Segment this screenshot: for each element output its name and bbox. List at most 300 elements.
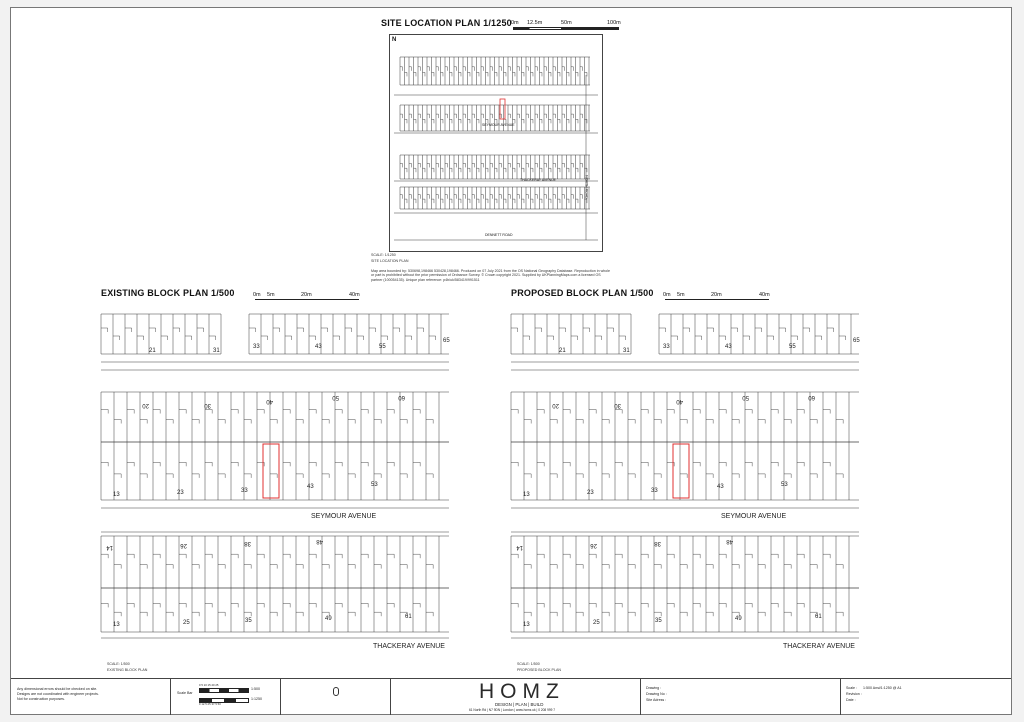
proposed-plan-scale-note: SCALE: 1/500 — [517, 662, 540, 666]
site-terrace-0-building-outline — [567, 72, 569, 76]
existing-south-back-building-outline — [348, 565, 355, 569]
proposed-south-front-building-outline — [589, 603, 596, 607]
site-terrace-0-building-outline — [436, 67, 438, 71]
existing-south-back-building-outline — [166, 565, 173, 569]
site-street-label-4: NORTH ROAD — [584, 175, 589, 199]
existing-upper-front-building-outline — [205, 462, 212, 466]
proposed-south-back-building-outline — [628, 565, 635, 569]
existing-plot-number: 20 — [142, 402, 149, 408]
site-terrace-1-building-outline — [441, 119, 443, 123]
existing-plot-number: 35 — [245, 618, 252, 624]
site-scale-tick-2: 50m — [561, 20, 572, 26]
site-terrace-2-building-outline — [513, 168, 515, 172]
existing-south-back-building-outline — [192, 565, 199, 569]
site-terrace-0-building-outline — [513, 72, 515, 76]
existing-plot-number: 48 — [316, 538, 323, 544]
proposed-plot-number: 48 — [726, 538, 733, 544]
existing-south-front-building-outline — [257, 603, 264, 607]
site-terrace-2-building-outline — [436, 163, 438, 167]
existing-plot-number: 14 — [106, 544, 113, 550]
proposed-top-right-building-outline — [707, 328, 714, 332]
proposed-plot-number: 25 — [593, 620, 600, 626]
site-terrace-1-building-outline — [540, 119, 542, 123]
site-terrace-2-building-outline — [549, 168, 551, 172]
site-terrace-2-building-outline — [405, 168, 407, 172]
proposed-upper-front-building-outline — [771, 462, 778, 466]
proposed-plot-number: 23 — [587, 490, 594, 496]
site-terrace-3-building-outline — [454, 195, 456, 199]
site-terrace-3-building-outline — [495, 199, 497, 203]
existing-top-right-building-outline — [345, 328, 352, 332]
existing-top-right-building-outline — [261, 336, 268, 340]
site-terrace-2-building-outline — [504, 168, 506, 172]
existing-top-left-building-outline — [125, 328, 132, 332]
proposed-upper-front-building-outline — [654, 474, 661, 478]
proposed-plot-number: 65 — [853, 338, 860, 344]
existing-block-drawing — [101, 300, 449, 660]
proposed-plot-number: 26 — [590, 542, 597, 548]
site-terrace-1-building-outline — [445, 114, 447, 118]
site-terrace-0-building-outline — [549, 72, 551, 76]
site-terrace-1-building-outline — [562, 114, 564, 118]
existing-street-label-seymour: SEYMOUR AVENUE — [311, 513, 377, 520]
site-terrace-0-building-outline — [423, 72, 425, 76]
proposed-plan-title: PROPOSED BLOCK PLAN 1/500 — [511, 288, 654, 298]
existing-south-back-building-outline — [296, 565, 303, 569]
site-terrace-1-building-outline — [522, 119, 524, 123]
existing-top-right-building-outline — [273, 328, 280, 332]
existing-plot-number: 33 — [241, 488, 248, 494]
proposed-top-left-building-outline — [535, 328, 542, 332]
site-terrace-0-building-outline — [517, 67, 519, 71]
proposed-top-right-building-outline — [779, 328, 786, 332]
site-terrace-3-building-outline — [553, 195, 555, 199]
proposed-south-front-building-outline — [602, 612, 609, 616]
site-terrace-1-building-outline — [481, 114, 483, 118]
existing-plot-number: 50 — [332, 394, 339, 400]
proposed-upper-front-building-outline — [836, 474, 843, 478]
proposed-plot-number: 50 — [742, 394, 749, 400]
existing-plot-number: 40 — [266, 398, 273, 404]
existing-upper-front-building-outline — [244, 474, 251, 478]
existing-plot-number: 53 — [371, 482, 378, 488]
proposed-south-back-building-outline — [615, 554, 622, 558]
site-terrace-1-building-outline — [427, 114, 429, 118]
proposed-top-left-building-outline — [571, 336, 578, 340]
scale-bar-label: Scale Bar — [177, 691, 193, 695]
site-terrace-1-building-outline — [508, 114, 510, 118]
proposed-plot-number: 49 — [735, 616, 742, 622]
site-terrace-2-building-outline — [576, 168, 578, 172]
proposed-plot-number: 31 — [623, 348, 630, 354]
proposed-upper-back-building-outline — [693, 410, 700, 414]
site-terrace-1-building-outline — [517, 114, 519, 118]
proposed-south-front-building-outline — [576, 612, 583, 616]
proposed-upper-front-building-outline — [524, 474, 531, 478]
proposed-upper-back-building-outline — [784, 420, 791, 424]
site-terrace-2-building-outline — [472, 163, 474, 167]
north-arrow-icon: N — [392, 37, 397, 43]
site-street-label-3: DENNETT ROAD — [485, 233, 513, 237]
existing-upper-front-building-outline — [335, 462, 342, 466]
existing-upper-back-building-outline — [400, 420, 407, 424]
proposed-upper-front-building-outline — [628, 474, 635, 478]
proposed-upper-back-building-outline — [771, 410, 778, 414]
existing-south-front-building-outline — [296, 612, 303, 616]
proposed-upper-front-building-outline — [589, 462, 596, 466]
company-logo: HOMZ — [479, 680, 565, 703]
existing-upper-front-building-outline — [426, 474, 433, 478]
proposed-south-front-building-outline — [693, 603, 700, 607]
proposed-top-left-building-outline — [559, 328, 566, 332]
proposed-upper-front-building-outline — [615, 462, 622, 466]
site-terrace-0-building-outline — [499, 67, 501, 71]
existing-south-back-building-outline — [400, 565, 407, 569]
existing-top-left-building-outline — [197, 328, 204, 332]
proposed-south-back-building-outline — [706, 565, 713, 569]
proposed-upper-back-building-outline — [706, 420, 713, 424]
proposed-south-front-building-outline — [563, 603, 570, 607]
existing-plot-number: 65 — [443, 338, 450, 344]
site-terrace-1-building-outline — [400, 114, 402, 118]
site-terrace-3-building-outline — [549, 199, 551, 203]
existing-upper-back-building-outline — [127, 410, 134, 414]
existing-upper-back-building-outline — [387, 410, 394, 414]
site-terrace-1-building-outline — [571, 114, 573, 118]
proposed-south-front-building-outline — [537, 603, 544, 607]
site-terrace-0-building-outline — [450, 72, 452, 76]
site-terrace-0-building-outline — [531, 72, 533, 76]
proposed-plot-number: 40 — [676, 398, 683, 404]
site-terrace-2-building-outline — [486, 168, 488, 172]
site-terrace-3-building-outline — [567, 199, 569, 203]
site-terrace-1-building-outline — [585, 119, 587, 123]
site-terrace-0-building-outline — [468, 72, 470, 76]
proposed-street-label-thackeray: THACKERAY AVENUE — [783, 643, 855, 650]
proposed-top-left-building-outline — [595, 336, 602, 340]
existing-upper-front-building-outline — [179, 462, 186, 466]
existing-plot-number: 31 — [213, 348, 220, 354]
site-terrace-3-building-outline — [513, 199, 515, 203]
existing-south-back-building-outline — [231, 554, 238, 558]
site-terrace-2-building-outline — [490, 163, 492, 167]
scale-bar-graphic-a — [199, 688, 249, 693]
existing-upper-front-building-outline — [231, 462, 238, 466]
proposed-scale-tick-1: 5m — [677, 292, 685, 298]
field-drawing-no: Drawing No : — [646, 692, 667, 696]
site-scale-tick-3: 100m — [607, 20, 621, 26]
proposed-south-front-building-outline — [667, 603, 674, 607]
proposed-south-back-building-outline — [654, 565, 661, 569]
note-line-3: Not for construction purposes. — [17, 697, 65, 701]
proposed-top-right-building-outline — [767, 336, 774, 340]
proposed-south-back-building-outline — [680, 565, 687, 569]
proposed-south-back-building-outline — [524, 565, 531, 569]
existing-upper-back-building-outline — [270, 420, 277, 424]
site-terrace-1-building-outline — [472, 114, 474, 118]
proposed-upper-front-building-outline — [784, 474, 791, 478]
existing-upper-back-building-outline — [179, 410, 186, 414]
site-terrace-0-building-outline — [558, 72, 560, 76]
site-terrace-3-building-outline — [508, 195, 510, 199]
site-terrace-0-building-outline — [486, 72, 488, 76]
site-street-label-1: SEYMOUR AVENUE — [482, 123, 515, 127]
site-terrace-0-building-outline — [481, 67, 483, 71]
proposed-upper-front-building-outline — [745, 462, 752, 466]
existing-south-back-building-outline — [205, 554, 212, 558]
proposed-south-back-building-outline — [641, 554, 648, 558]
proposed-plot-number: 14 — [516, 544, 523, 550]
site-terrace-3-building-outline — [585, 199, 587, 203]
existing-upper-front-building-outline — [218, 474, 225, 478]
field-site-address: Site Adress : — [646, 698, 667, 702]
site-terrace-0-building-outline — [427, 67, 429, 71]
existing-south-back-building-outline — [114, 565, 121, 569]
site-terrace-0-building-outline — [409, 67, 411, 71]
existing-south-front-building-outline — [270, 612, 277, 616]
existing-upper-front-building-outline — [192, 474, 199, 478]
site-terrace-1-building-outline — [526, 114, 528, 118]
existing-block-plan-map — [101, 300, 449, 660]
proposed-upper-back-building-outline — [537, 410, 544, 414]
existing-upper-front-building-outline — [387, 462, 394, 466]
proposed-upper-back-building-outline — [563, 410, 570, 414]
existing-plot-number: 33 — [253, 344, 260, 350]
site-terrace-2-building-outline — [571, 163, 573, 167]
site-terrace-0-building-outline — [463, 67, 465, 71]
existing-upper-back-building-outline — [140, 420, 147, 424]
existing-upper-front-building-outline — [114, 474, 121, 478]
proposed-upper-back-building-outline — [810, 420, 817, 424]
existing-top-right-building-outline — [369, 328, 376, 332]
existing-south-front-building-outline — [114, 612, 121, 616]
existing-top-right-building-outline — [429, 336, 436, 340]
existing-plan-caption: EXISTING BLOCK PLAN — [107, 668, 148, 672]
existing-top-left-building-outline — [137, 336, 144, 340]
existing-plot-number: 49 — [325, 616, 332, 622]
company-address: 61 North Rd | N7 9DN | London | www.homz.uk | 0 208 999 7 — [469, 708, 556, 712]
existing-upper-front-building-outline — [166, 474, 173, 478]
proposed-upper-back-building-outline — [836, 420, 843, 424]
existing-south-front-building-outline — [192, 612, 199, 616]
site-terrace-1-building-outline — [459, 119, 461, 123]
proposed-plot-number: 61 — [815, 614, 822, 620]
site-terrace-3-building-outline — [405, 199, 407, 203]
proposed-south-back-building-outline — [771, 554, 778, 558]
proposed-south-back-building-outline — [667, 554, 674, 558]
site-terrace-1-building-outline — [580, 114, 582, 118]
existing-south-front-building-outline — [218, 612, 225, 616]
scale-info-cell — [841, 679, 1011, 715]
site-terrace-2-building-outline — [445, 163, 447, 167]
proposed-plot-number: 60 — [808, 394, 815, 400]
site-terrace-3-building-outline — [436, 195, 438, 199]
proposed-south-back-building-outline — [810, 565, 817, 569]
existing-south-back-building-outline — [426, 565, 433, 569]
proposed-upper-back-building-outline — [589, 410, 596, 414]
proposed-south-front-building-outline — [836, 612, 843, 616]
proposed-south-front-building-outline — [615, 603, 622, 607]
scale-a-label: 1:500 — [251, 687, 260, 691]
site-terrace-0-building-outline — [400, 67, 402, 71]
proposed-upper-back-building-outline — [602, 420, 609, 424]
proposed-top-right-building-outline — [839, 336, 846, 340]
site-terrace-2-building-outline — [423, 168, 425, 172]
proposed-scale-tick-0: 0m — [663, 292, 671, 298]
site-terrace-0-building-outline — [544, 67, 546, 71]
existing-south-back-building-outline — [153, 554, 160, 558]
site-terrace-2-building-outline — [414, 168, 416, 172]
site-terrace-0-building-outline — [445, 67, 447, 71]
existing-scale-tick-0: 0m — [253, 292, 261, 298]
existing-south-back-building-outline — [309, 554, 316, 558]
site-terrace-3-building-outline — [486, 199, 488, 203]
existing-upper-back-building-outline — [114, 420, 121, 424]
site-terrace-3-building-outline — [427, 195, 429, 199]
existing-top-left-building-outline — [149, 328, 156, 332]
proposed-site-boundary-outline — [673, 444, 689, 498]
site-terrace-3-building-outline — [481, 195, 483, 199]
proposed-top-right-building-outline — [791, 336, 798, 340]
field-drawing: Drawing : — [646, 686, 662, 690]
site-terrace-0-building-outline — [580, 67, 582, 71]
proposed-top-right-building-outline — [827, 328, 834, 332]
brand-cell — [391, 679, 641, 715]
existing-south-front-building-outline — [140, 612, 147, 616]
existing-top-left-building-outline — [209, 336, 216, 340]
existing-south-back-building-outline — [374, 565, 381, 569]
site-plan-caption: SITE LOCATION PLAN — [371, 259, 409, 263]
existing-south-back-building-outline — [387, 554, 394, 558]
site-terrace-2-building-outline — [580, 163, 582, 167]
site-terrace-3-building-outline — [432, 199, 434, 203]
proposed-scale-tick-3: 40m — [759, 292, 770, 298]
proposed-upper-back-building-outline — [680, 420, 687, 424]
site-terrace-3-building-outline — [576, 199, 578, 203]
site-terrace-3-building-outline — [526, 195, 528, 199]
proposed-top-right-building-outline — [743, 336, 750, 340]
site-terrace-3-building-outline — [558, 199, 560, 203]
site-terrace-1-building-outline — [450, 119, 452, 123]
existing-south-back-building-outline — [257, 554, 264, 558]
proposed-south-front-building-outline — [719, 603, 726, 607]
existing-upper-front-building-outline — [140, 474, 147, 478]
proposed-south-front-building-outline — [745, 603, 752, 607]
site-terrace-3-building-outline — [463, 195, 465, 199]
field-scale-value: 1:500 Ansi/1:1250 @ A1 — [863, 686, 902, 690]
proposed-upper-front-building-outline — [823, 462, 830, 466]
existing-upper-back-building-outline — [192, 420, 199, 424]
proposed-south-front-building-outline — [823, 603, 830, 607]
site-terrace-3-building-outline — [423, 199, 425, 203]
existing-top-right-building-outline — [285, 336, 292, 340]
proposed-plot-number: 35 — [655, 618, 662, 624]
site-terrace-2-building-outline — [441, 168, 443, 172]
proposed-top-right-building-outline — [731, 328, 738, 332]
existing-upper-front-building-outline — [361, 462, 368, 466]
proposed-upper-back-building-outline — [758, 420, 765, 424]
existing-upper-back-building-outline — [283, 410, 290, 414]
proposed-upper-back-building-outline — [524, 420, 531, 424]
site-terrace-2-building-outline — [477, 168, 479, 172]
site-terrace-3-building-outline — [504, 199, 506, 203]
scale-bar-cell — [171, 679, 281, 715]
site-terrace-2-building-outline — [495, 168, 497, 172]
note-line-1: Any dimensional errors should be checked on site. — [17, 687, 98, 691]
proposed-south-front-building-outline — [680, 612, 687, 616]
existing-south-back-building-outline — [283, 554, 290, 558]
existing-top-right-building-outline — [321, 328, 328, 332]
site-terrace-0-building-outline — [472, 67, 474, 71]
site-terrace-0-building-outline — [495, 72, 497, 76]
site-terrace-0-building-outline — [441, 72, 443, 76]
site-terrace-0-building-outline — [526, 67, 528, 71]
proposed-upper-front-building-outline — [537, 462, 544, 466]
proposed-south-back-building-outline — [511, 554, 518, 558]
existing-upper-back-building-outline — [101, 410, 108, 414]
site-terrace-2-building-outline — [454, 163, 456, 167]
proposed-top-right-building-outline — [755, 328, 762, 332]
site-terrace-1-building-outline — [531, 119, 533, 123]
proposed-plot-number: 20 — [552, 402, 559, 408]
existing-plot-number: 55 — [379, 344, 386, 350]
drawing-info-cell — [641, 679, 841, 715]
site-terrace-0-building-outline — [571, 67, 573, 71]
existing-south-front-building-outline — [231, 603, 238, 607]
existing-plot-number: 43 — [315, 344, 322, 350]
proposed-upper-back-building-outline — [823, 410, 830, 414]
site-terrace-2-building-outline — [526, 163, 528, 167]
site-terrace-2-building-outline — [400, 163, 402, 167]
site-terrace-3-building-outline — [400, 195, 402, 199]
note-line-2: Designs are not coordinated with engineer projects. — [17, 692, 99, 696]
site-location-map — [389, 34, 603, 252]
proposed-upper-back-building-outline — [719, 410, 726, 414]
proposed-south-back-building-outline — [550, 565, 557, 569]
existing-top-right-building-outline — [309, 336, 316, 340]
proposed-upper-back-building-outline — [576, 420, 583, 424]
site-terrace-1-building-outline — [490, 114, 492, 118]
site-terrace-1-building-outline — [436, 114, 438, 118]
proposed-top-left-building-outline — [583, 328, 590, 332]
existing-south-front-building-outline — [205, 603, 212, 607]
site-terrace-2-building-outline — [409, 163, 411, 167]
site-terrace-3-building-outline — [450, 199, 452, 203]
proposed-south-front-building-outline — [628, 612, 635, 616]
site-terrace-1-building-outline — [558, 119, 560, 123]
existing-top-left-building-outline — [173, 328, 180, 332]
site-terrace-0-building-outline — [535, 67, 537, 71]
proposed-block-plan-map — [511, 300, 859, 660]
existing-upper-front-building-outline — [400, 474, 407, 478]
existing-top-right-building-outline — [297, 328, 304, 332]
existing-upper-back-building-outline — [153, 410, 160, 414]
existing-upper-back-building-outline — [166, 420, 173, 424]
existing-south-front-building-outline — [361, 603, 368, 607]
site-terrace-2-building-outline — [499, 163, 501, 167]
proposed-south-front-building-outline — [524, 612, 531, 616]
existing-upper-front-building-outline — [153, 462, 160, 466]
proposed-upper-front-building-outline — [511, 462, 518, 466]
existing-south-front-building-outline — [413, 603, 420, 607]
scale-values-b: 0 12.5 25 37.5 50 — [199, 702, 221, 706]
existing-top-right-building-outline — [393, 328, 400, 332]
drawing-sheet — [10, 7, 1012, 715]
existing-upper-front-building-outline — [413, 462, 420, 466]
proposed-top-left-building-outline — [619, 336, 626, 340]
proposed-south-back-building-outline — [823, 554, 830, 558]
proposed-upper-front-building-outline — [550, 474, 557, 478]
